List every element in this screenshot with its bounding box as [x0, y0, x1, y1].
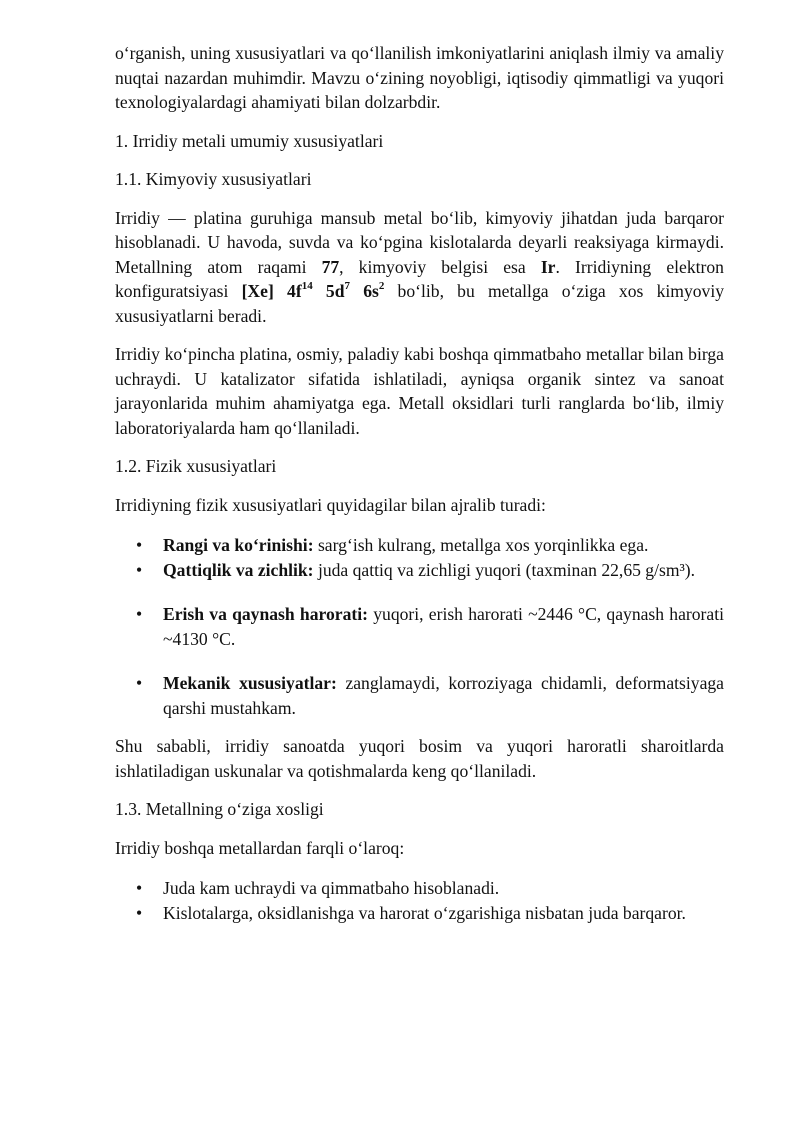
- config-d-sup: 7: [344, 280, 350, 293]
- config-xe: [Xe] 4f: [241, 281, 302, 301]
- list-item: [115, 671, 724, 720]
- list-item: [115, 602, 724, 651]
- physical-intro-paragraph: Irridiyning fizik xususiyatlari quyidagilar bilan ajralib turadi:: [115, 494, 546, 515]
- intro-paragraph: o‘rganish, uning xususiyatlari va qo‘llanilish imkoniyatlarini aniqlash ilmiy va amaliy nuqtai nazardan muhimdir. Mavzu o‘zining noyobligi, iqtisodiy qimmatligi va yuqori texnologiyalardagi ahamiyati bilan dolzarbdir.: [115, 43, 724, 112]
- physical-conclusion-paragraph: Shu sababli, irridiy sanoatda yuqori bosim va yuqori haroratli sharoitlarda ishlatiladigan uskunalar va qotishmalarda keng qo‘llaniladi.: [115, 736, 724, 781]
- chem-text-d: bo‘lib, bu metallga o‘ziga xos kimyoviy xususiyatlarni beradi.: [115, 281, 725, 326]
- chem-text-a: Irridiy — platina guruhiga mansub metal bo‘lib, kimyoviy jihatdan juda barqaror hisoblanadi. U havoda, suvda va ko‘pgina kislotalarda deyarli reaksiyaga kirmaydi. Metallning atom raqami: [115, 207, 724, 277]
- section-heading-1: 1. Irridiy metali umumiy xususiyatlari: [115, 130, 384, 151]
- document-page: [115, 41, 724, 935]
- chemical-properties-paragraph: [115, 206, 724, 329]
- chemical-symbol: Ir: [540, 256, 556, 277]
- config-s: 6s: [349, 281, 379, 301]
- list-item-label: Qattiqlik va zichlik:: [163, 559, 314, 580]
- config-d: 5d: [312, 281, 345, 301]
- physical-properties-list: [115, 533, 724, 720]
- list-item-label: Rangi va ko‘rinishi:: [163, 535, 314, 555]
- list-item-label: Erish va qaynash harorati:: [163, 604, 368, 624]
- list-item: [115, 533, 724, 558]
- list-item: • Juda kam uchraydi va qimmatbaho hisoblanadi.: [115, 876, 724, 901]
- list-item-text: juda qattiq va zichligi yuqori (taxminan 22,65 g/sm³).: [313, 559, 696, 580]
- list-item-text: zanglamaydi, korroziyaga chidamli, deformatsiyaga qarshi mustahkam.: [163, 673, 724, 718]
- uniqueness-intro-paragraph: Irridiy boshqa metallardan farqli o‘laroq:: [115, 837, 405, 858]
- config-f-sup: 14: [301, 280, 313, 293]
- occurrence-paragraph: Irridiy ko‘pincha platina, osmiy, paladiy kabi boshqa qimmatbaho metallar bilan birga uchraydi. U katalizator sifatida ishlatiladi, ayniqsa organik sintez va sanoat jarayonlarida muhim ahamiyatga ega. Metall oksidlari turli ranglarda bo‘lib, ilmiy laboratoriyalarda ham qo‘llaniladi.: [115, 344, 724, 438]
- list-item-text: sarg‘ish kulrang, metallga xos yorqinlikka ega.: [313, 535, 649, 555]
- chem-text-b: , kimyoviy belgisi esa: [339, 256, 541, 277]
- subsection-heading-1-2: 1.2. Fizik xususiyatlari: [115, 456, 277, 476]
- subsection-heading-1-3: 1.3. Metallning o‘ziga xosligi: [115, 799, 324, 819]
- uniqueness-list: [115, 876, 724, 925]
- list-item-text: yuqori, erish harorati ~2446 °C, qaynash harorati ~4130 °C.: [163, 604, 725, 649]
- list-item: [115, 558, 724, 583]
- list-item: • Kislotalarga, oksidlanishga va harorat o‘zgarishiga nisbatan juda barqaror.: [115, 901, 724, 926]
- electron-configuration: [242, 281, 385, 301]
- chem-text-c: . Irridiyning elektron konfiguratsiyasi: [115, 256, 724, 301]
- list-item-label: Mekanik xususiyatlar:: [163, 673, 337, 693]
- atomic-number: 77: [321, 256, 340, 277]
- subsection-heading-1-1: 1.1. Kimyoviy xususiyatlari: [115, 169, 312, 189]
- config-s-sup: 2: [378, 280, 385, 293]
